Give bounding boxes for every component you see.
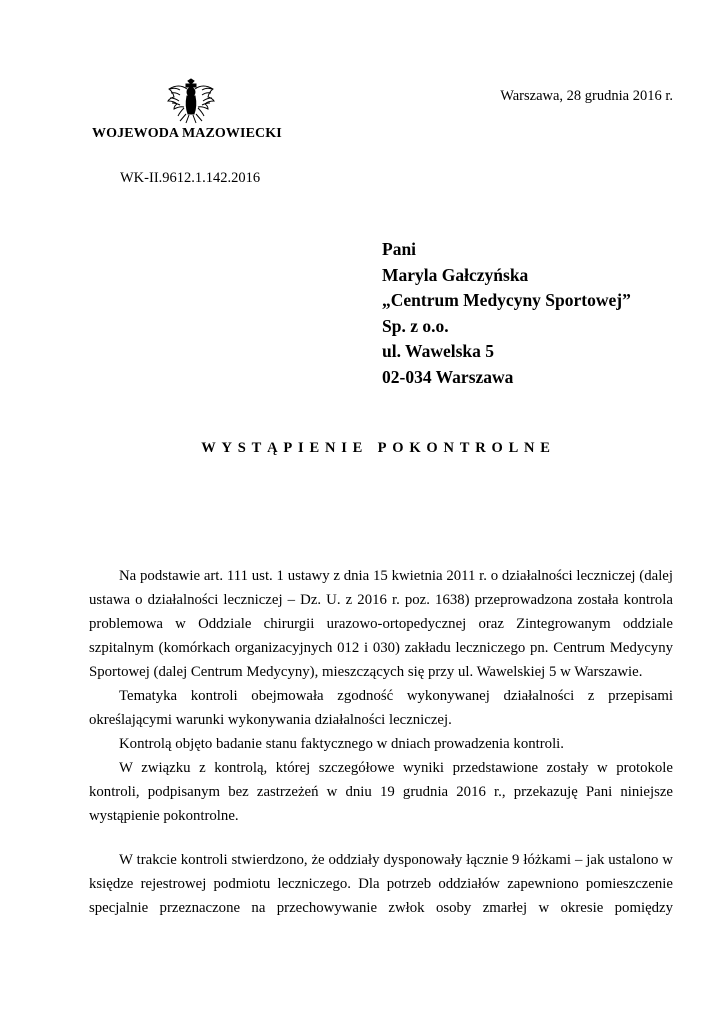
letter-body — [89, 564, 673, 920]
recipient-line: Sp. z o.o. — [382, 315, 449, 336]
recipient-address — [382, 237, 631, 390]
recipient-line: 02-034 Warszawa — [382, 366, 514, 387]
body-paragraph: W trakcie kontroli stwierdzono, że oddziały dysponowały łącznie 9 łóżkami – jak ustalono w księdze rejestrowej podmiotu leczniczego. Dla potrzeb oddziałów zapewniono pomieszczenie specjalnie przeznaczone na przechowywanie zwłok osoby zmarłej w okresie pomiędzy — [89, 852, 673, 916]
recipient-line: Pani — [382, 239, 417, 259]
body-paragraph: Kontrolą objęto badanie stanu faktycznego w dniach prowadzenia kontroli. — [119, 736, 564, 752]
recipient-line: „Centrum Medycyny Sportowej” — [382, 290, 631, 310]
body-paragraph: Na podstawie art. 111 ust. 1 ustawy z dnia 15 kwietnia 2011 r. o działalności leczniczej (dalej ustawa o działalności leczniczej – Dz. U. z 2016 r. poz. 1638) przeprowadzona została kontrola problemowa w Oddziale chirurgii urazowo-ortopedycznej oraz Zintegrowanym oddziale szpitalnym (komórkach organizacyjnych 012 i 030) zakładu leczniczego pn. Centrum Medycyny Sportowej (dalej Centrum Medycyny), mieszczących się przy ul. Wawelskiej 5 w Warszawie. — [89, 568, 673, 680]
issuing-authority: WOJEWODA MAZOWIECKI — [92, 126, 282, 141]
body-paragraph: W związku z kontrolą, której szczegółowe wyniki przedstawione zostały w protokole kontroli, podpisanym bez zastrzeżeń w dniu 19 grudnia 2016 r., przekazuję Pani niniejsze wystąpienie pokontrolne. — [89, 760, 673, 824]
recipient-line: Maryla Gałczyńska — [382, 264, 529, 285]
body-paragraph: Tematyka kontroli obejmowała zgodność wykonywanej działalności z przepisami określającymi warunki wykonywania działalności leczniczej. — [89, 688, 673, 728]
recipient-line: ul. Wawelska 5 — [382, 341, 494, 361]
reference-number: WK-II.9612.1.142.2016 — [120, 170, 261, 186]
polish-eagle-emblem-icon — [164, 78, 218, 126]
document-title: WYSTĄPIENIE POKONTROLNE — [201, 440, 556, 456]
place-and-date: Warszawa, 28 grudnia 2016 r. — [500, 88, 673, 104]
